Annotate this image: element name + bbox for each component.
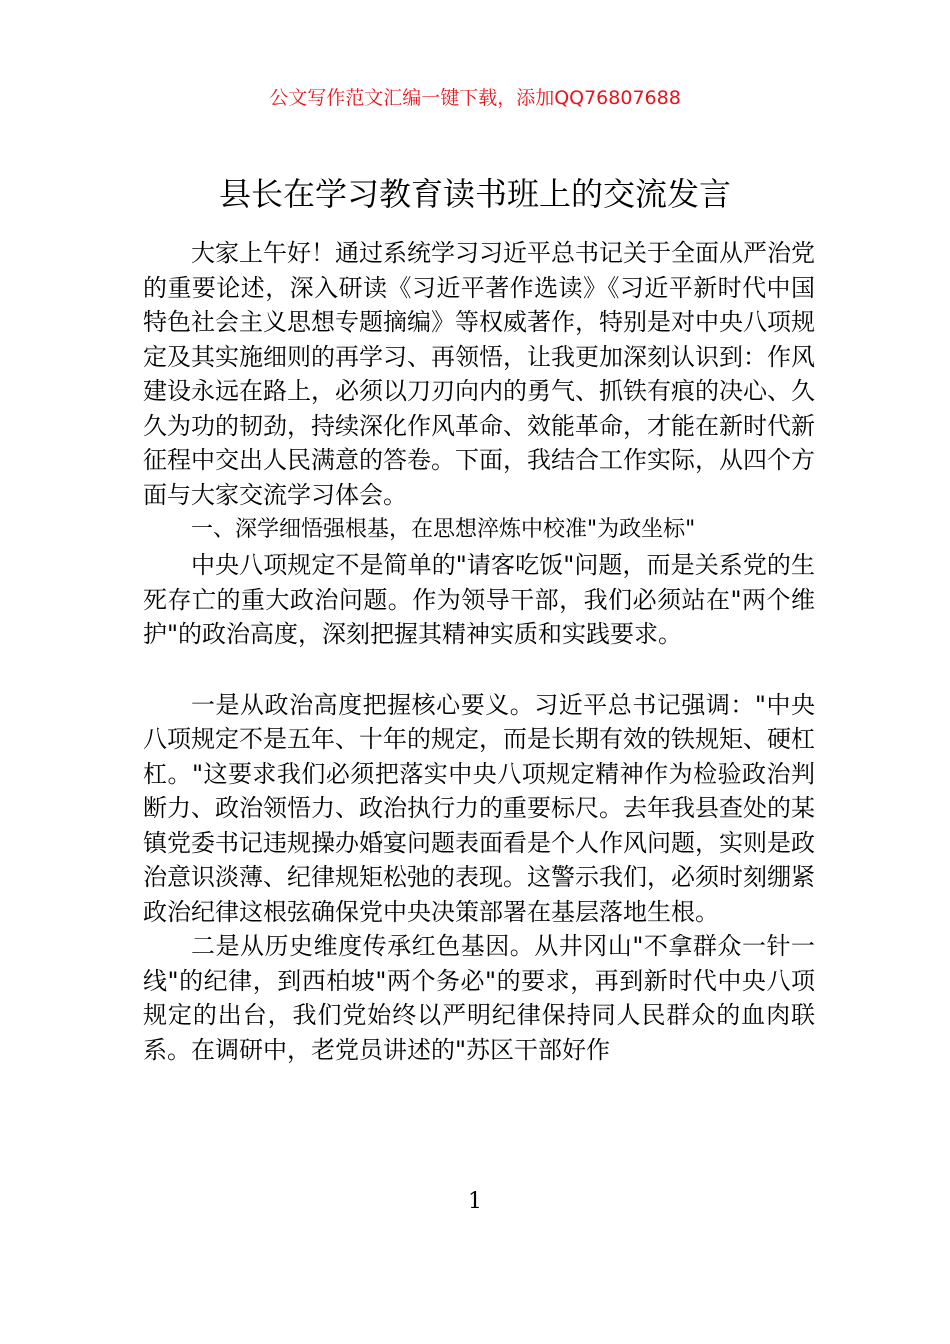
download-banner[interactable]: 公文写作范文汇编一键下载，添加QQ76807688 <box>269 87 681 109</box>
document-body <box>143 236 815 1067</box>
intro-paragraph: 大家上午好！通过系统学习习近平总书记关于全面从严治党的重要论述，深入研读《习近平著作选读》《习近平新时代中国特色社会主义思想专题摘编》等权威著作，特别是对中央八项规定及其实施细则的再学习、再领悟，让我更加深刻认识到：作风建设永远在路上，必须以刀刃向内的勇气、抓铁有痕的决心、久久为功的韧劲，持续深化作风革命、效能革命，才能在新时代新征程中交出人民满意的答卷。下面，我结合工作实际，从四个方面与大家交流学习体会。 <box>143 239 815 509</box>
section-heading: 一、深学细悟强根基，在思想淬炼中校准"为政坐标" <box>191 517 696 542</box>
document-title: 县长在学习教育读书班上的交流发言 <box>218 175 731 213</box>
page-number: 1 <box>468 1189 482 1214</box>
body-paragraph: 一是从政治高度把握核心要义。习近平总书记强调："中央八项规定不是五年、十年的规定，而是长期有效的铁规矩、硬杠杠。"这要求我们必须把落实中央八项规定精神作为检验政治判断力、政治领悟力、政治执行力的重要标尺。去年我县查处的某镇党委书记违规操办婚宴问题表面看是个人作风问题，实则是政治意识淡薄、纪律规矩松弛的表现。这警示我们，必须时刻绷紧政治纪律这根弦确保党中央决策部署在基层落地生根。 <box>143 690 815 926</box>
body-paragraph: 中央八项规定不是简单的"请客吃饭"问题，而是关系党的生死存亡的重大政治问题。作为领导干部，我们必须站在"两个维护"的政治高度，深刻把握其精神实质和实践要求。 <box>143 551 815 648</box>
body-paragraph: 二是从历史维度传承红色基因。从井冈山"不拿群众一针一线"的纪律，到西柏坡"两个务必"的要求，再到新时代中央八项规定的出台，我们党始终以严明纪律保持同人民群众的血肉联系。在调研中，老党员讲述的"苏区干部好作 <box>143 932 815 1064</box>
